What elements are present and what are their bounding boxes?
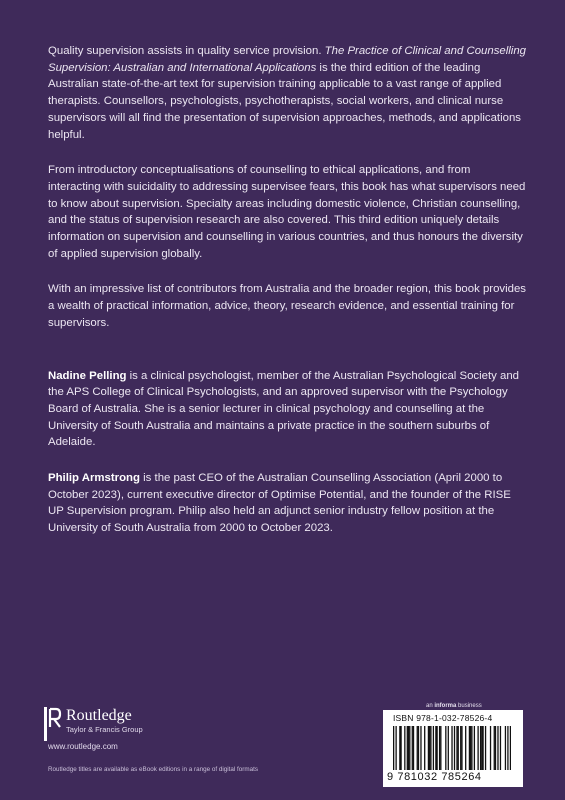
barcode-bar <box>408 726 409 770</box>
barcode-bar <box>510 726 511 770</box>
barcode-bar <box>429 726 430 770</box>
blurb-paragraph-1 <box>48 43 526 143</box>
barcode-bar <box>439 726 440 770</box>
barcode-bar <box>445 726 446 770</box>
blurb-paragraph-2: From introductory conceptualisations of counselling to ethical applications, and from interacting with suicidality to addressing supervisee fears, this book has what supervisors need to know about supervision. Specialty areas including domestic violence, Christian counselling, and the status of supervision research are also covered. This third edition uniquely details information on supervision and counselling in various countries, and thus honours the diversity of applied supervision globally. <box>48 164 526 260</box>
barcode-bar <box>451 726 452 770</box>
barcode-bar <box>399 726 400 770</box>
barcode-digits: 9 781032 785264 <box>387 771 482 783</box>
author-bio-text: is the past CEO of the Australian Counselling Association (April 2000 to October 2023), current executive director of Optimise Potential, and the founder of the RISE UP Supervision program. Philip also held an adjunct senior industry fellow position at the University of South Australia from 2000 to October 2023. <box>48 472 511 535</box>
isbn-label: ISBN 978-1-032-78526-4 <box>393 713 493 723</box>
barcode-bar <box>461 726 462 770</box>
publisher-group: Taylor & Francis Group <box>66 725 143 734</box>
barcode-bar <box>395 726 396 770</box>
barcode-bar <box>435 726 436 770</box>
barcode-bar <box>485 726 486 770</box>
barcode-bar <box>494 726 495 770</box>
book-title-italic: The Practice of Clinical and Counselling Supervision: Australian and International Applications <box>48 45 526 74</box>
barcode-bar <box>409 726 410 770</box>
barcode-bars <box>393 726 511 770</box>
barcode-bar <box>456 726 457 770</box>
barcode-bar <box>448 726 449 770</box>
blurb-paragraph-3: With an impressive list of contributors from Australia and the broader region, this book provides a wealth of practical information, advice, theory, research evidence, and essential training for supervisors. <box>48 283 527 329</box>
author-name: Nadine Pelling <box>48 369 127 382</box>
isbn-barcode <box>383 710 523 787</box>
barcode-bar <box>495 726 496 770</box>
author-bio-1 <box>48 368 526 452</box>
barcode-bar <box>400 726 401 770</box>
ebook-note: Routledge titles are available as eBook editions in a range of digital formats <box>48 766 259 773</box>
barcode-bar <box>404 726 405 770</box>
blurb-p1-rest: is the third edition of the leading Australian state-of-the-art text for supervision training applicable to a vast range of applied therapists. Counsellors, psychologists, psychotherapists, social workers, and clinical nurse supervisors will all find the presentation of supervision approaches, methods, and applications helpful. <box>48 61 521 141</box>
barcode-bar <box>430 726 431 770</box>
barcode-bar <box>412 726 413 770</box>
barcode-bar <box>440 726 441 770</box>
barcode-bar <box>480 726 481 770</box>
barcode-bar <box>454 726 455 770</box>
author-bio-2 <box>48 470 526 537</box>
barcode-bar <box>469 726 470 770</box>
barcode-bar <box>470 726 471 770</box>
barcode-bar <box>433 726 434 770</box>
author-bio-text: is a clinical psychologist, member of the Australian Psychological Society and the APS College of Clinical Psychologists, and an approved supervisor with the Psychology Board of Australia. She is a senior lecturer in clinical psychology and counselling at the University of South Australia and maintains a private practice in the southern suburbs of Adelaide. <box>48 369 520 449</box>
barcode-bar <box>481 726 482 770</box>
barcode-bar <box>420 726 421 770</box>
publisher-name: Routledge <box>66 707 132 724</box>
barcode-bar <box>436 726 437 770</box>
barcode-bar <box>505 726 506 770</box>
publisher-url[interactable]: www.routledge.com <box>48 742 118 751</box>
barcode-bar <box>458 726 459 770</box>
barcode-bar <box>428 726 429 770</box>
barcode-bar <box>460 726 461 770</box>
blurb-p1-lead: Quality supervision assists in quality service provision. <box>48 45 325 57</box>
barcode-bar <box>418 726 419 770</box>
barcode-bar <box>507 726 508 770</box>
barcode-bar <box>465 726 466 770</box>
barcode-bar <box>474 726 475 770</box>
barcode-bar <box>490 726 491 770</box>
informa-business-label <box>426 703 482 709</box>
back-cover-text <box>48 43 526 556</box>
barcode-bar <box>393 726 394 770</box>
routledge-r-icon <box>44 705 62 745</box>
barcode-bar <box>424 726 425 770</box>
publisher-wordmark <box>66 707 143 735</box>
barcode-bar <box>477 726 478 770</box>
informa-bold: informa <box>434 703 457 709</box>
barcode-bar <box>417 726 418 770</box>
informa-prefix: an <box>426 703 435 709</box>
barcode-bar <box>413 726 414 770</box>
barcode-bar <box>482 726 483 770</box>
barcode-bar <box>497 726 498 770</box>
author-name: Philip Armstrong <box>48 472 140 485</box>
informa-suffix: business <box>456 703 482 709</box>
barcode-bar <box>500 726 501 770</box>
barcode-bar <box>407 726 408 770</box>
barcode-bar <box>471 726 472 770</box>
